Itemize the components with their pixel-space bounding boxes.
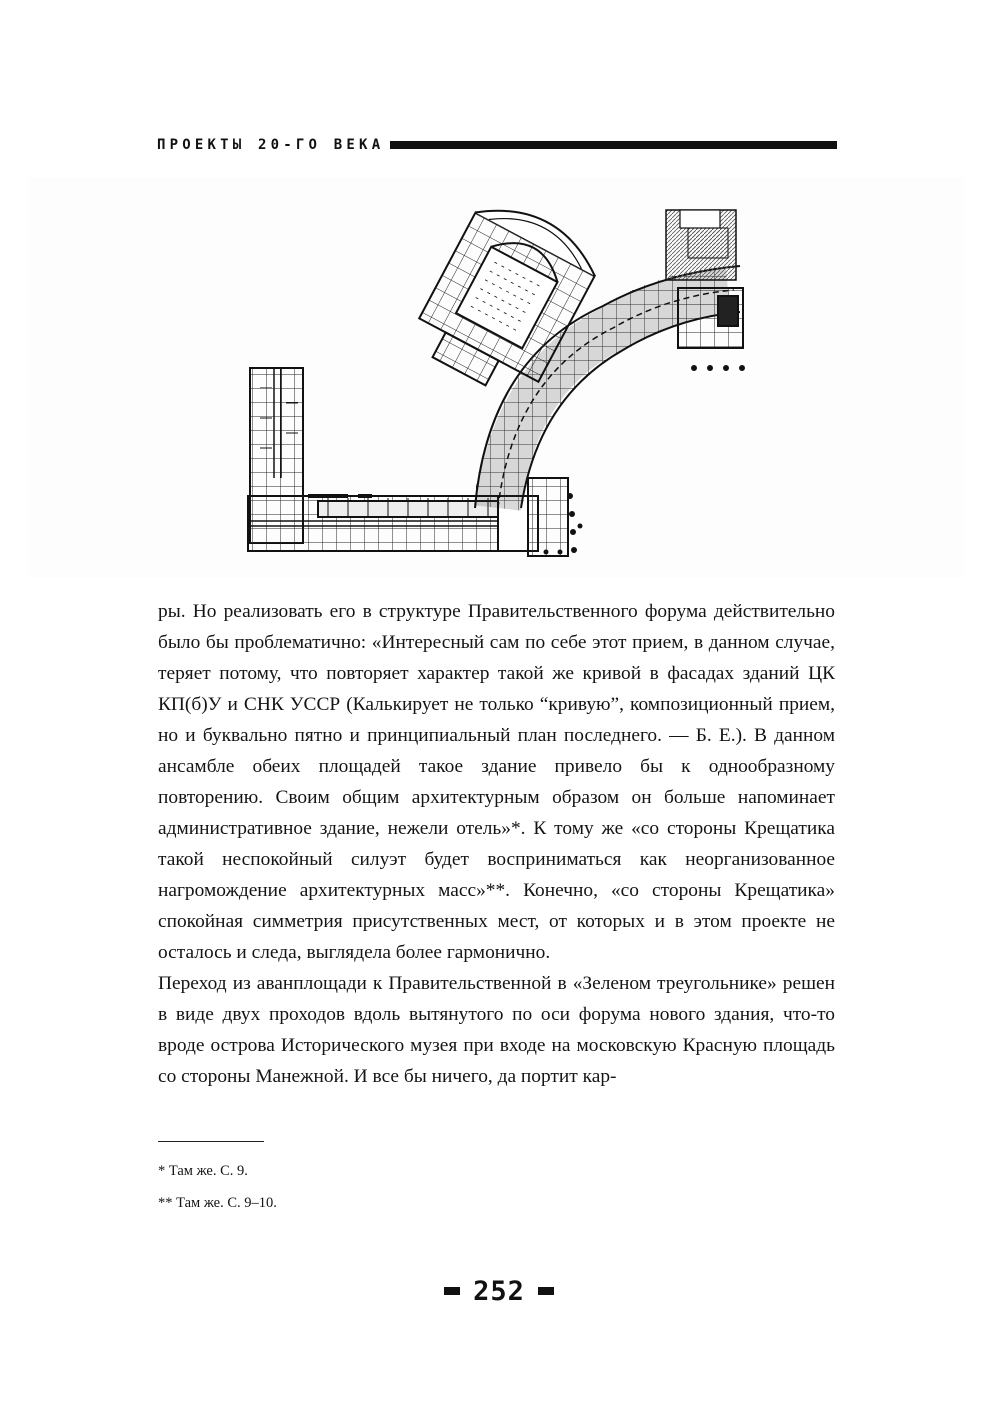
floor-plan-drawing [28,178,964,578]
paragraph: Переход из аванплощади к Правительственной в «Зеленом треугольнике» решен в виде двух проходов вдоль вытянутого по оси форума нового здания, что-то вроде острова Исторического музея при входе на московскую Красную площадь со стороны Манежной. И все бы ничего, да портит кар- [158,973,835,1087]
footnote: * Там же. С. 9. [158,1163,248,1179]
body-text [158,596,835,1092]
running-header-title: ПРОЕКТЫ 20-ГО ВЕКА [157,137,385,153]
folio-dash-left [444,1287,460,1295]
footnote: ** Там же. С. 9–10. [158,1195,277,1211]
folio-dash-right [538,1287,554,1295]
header-rule [390,141,837,149]
page-number: 252 [473,1275,525,1307]
footnotes [158,1155,658,1219]
paragraph: ры. Но реализовать его в структуре Правительственного форума действительно было бы проблематично: «Интересный сам по себе этот прием, в данном случае, теряет потому, что повторяет характер такой же кривой в фасадах зданий ЦК КП(б)У и СНК УССР (Калькирует не только “кривую”, композиционный прием, но и буквально пятно и принципиальный план последнего. — Б. Е.). В данном ансамбле обеих площадей такое здание привело бы к однообразному повторению. Своим общим архитектурным образом он больше напоминает административное здание, нежели отель»*. К тому же «со стороны Крещатика такой неспокойный силуэт будет восприниматься как неорганизованное нагромождение архитектурных масс»**. Конечно, «со стороны Крещатика» спокойная симметрия присутственных мест, от которых и в этом проекте не осталось и следа, выглядела более гармонично. [158,601,835,963]
running-header [157,134,837,156]
figure-plan [28,178,964,578]
page-number-block [434,1274,564,1308]
footnote-rule [158,1141,264,1142]
